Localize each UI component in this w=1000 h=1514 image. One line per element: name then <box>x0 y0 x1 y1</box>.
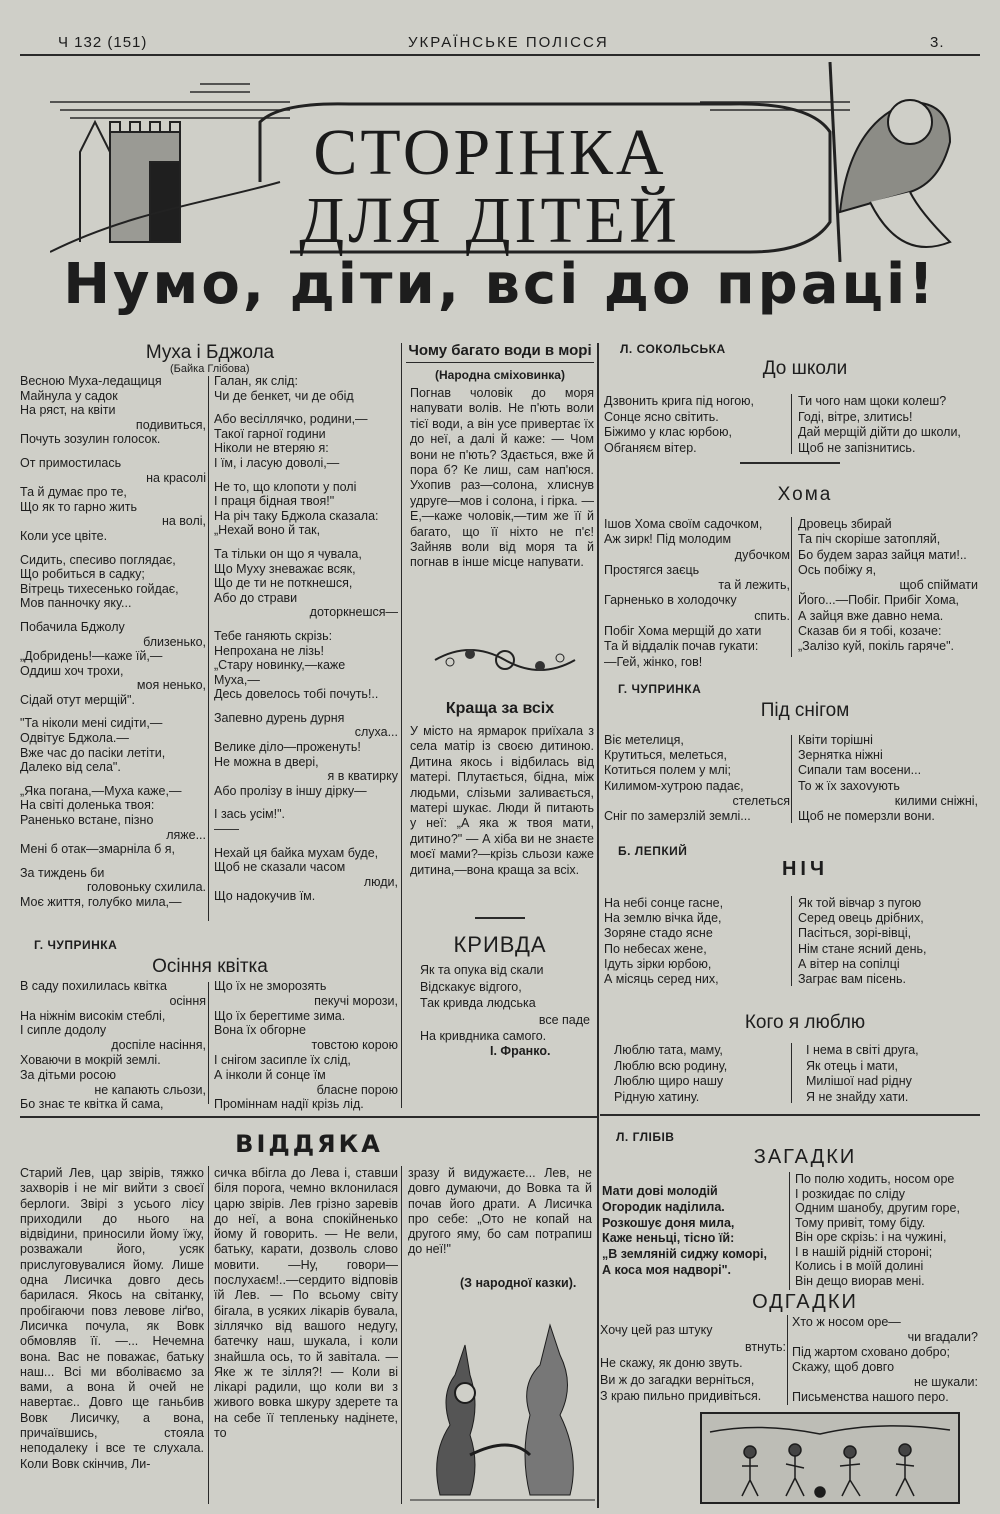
poem-line: Скажу, щоб довго <box>792 1360 895 1374</box>
zahadky-divider <box>789 1172 790 1290</box>
osinnia-author: Г. ЧУПРИНКА <box>34 938 118 952</box>
poem-line: килими сніжні, <box>894 793 978 808</box>
do-shkoly-author: Л. СОКОЛЬСЬКА <box>620 342 726 356</box>
poem-line: Сідай отут мерщій". <box>20 692 135 707</box>
poem-line: головоньку схилила. <box>86 880 206 895</box>
poem-line: ляже... <box>166 827 206 842</box>
poem-line: Вітрець тихесенько гойдає, <box>20 581 179 596</box>
poem-line: І праця бідная твоя!" <box>214 494 335 509</box>
stanza-gap <box>214 702 398 711</box>
poem-line: Як той вівчар з пугою <box>798 896 922 910</box>
poem-line: пекучі морози, <box>314 993 398 1008</box>
poem-line: На світі доленька твоя: <box>20 798 155 813</box>
stanza-gap <box>214 620 398 629</box>
chomu-text: Погнав чоловік до моря напувати волів. Не п'ють воли тієї води, а він усе привертає їх до неї, а далі й каже: — Чом вони не п'ють? Здається, вже й пора б? Ке лиш, сам нап'юся. Ухопив раз—солона, хлиснув удруге—мов і солона, і гірка. —Е,—каже чоловік,—тим же її й багато, що її ніхто не п'є! Зайняв воли від моря та й погнав в інше місце напувати. <box>410 386 594 570</box>
poem-line: Серед овець дрібних, <box>798 911 924 926</box>
poem-line: А зайця вже давно нема. <box>798 608 944 623</box>
poem-line: чи вгадали? <box>907 1330 978 1344</box>
stanza-gap <box>20 857 206 866</box>
poem-line: щоб спіймати <box>899 578 978 593</box>
mukha-divider <box>208 376 209 921</box>
poem-line: Зернятка ніжні <box>798 748 883 763</box>
poem-line: От примостилась <box>20 455 122 470</box>
section-rule <box>20 1116 598 1118</box>
poem-line: дубочком <box>734 547 790 562</box>
poem-line: „Нехай воно й так, <box>214 523 321 538</box>
poem-line: Не скажу, як доню звуть. <box>600 1356 743 1370</box>
poem-line: Люблю всю родину, <box>614 1058 728 1073</box>
poem-line: За тиждень би <box>20 865 105 880</box>
poem-line: Ви ж до загадки верніться, <box>600 1372 755 1387</box>
poem-line: Щоб не померзли вони. <box>798 809 935 824</box>
poem-line: І снігом засипле їх слід, <box>214 1052 351 1067</box>
kids-playing-illustration <box>700 1412 960 1504</box>
osinnia-left-column <box>20 979 206 1112</box>
do-shkoly-rule <box>740 462 840 464</box>
poem-line: Мати дові молодій <box>602 1184 718 1198</box>
poem-line: Запевно дурень дурня <box>214 710 345 725</box>
poem-line: на красолі <box>146 470 206 485</box>
headline: Нумо, діти, всі до праці! <box>63 252 937 317</box>
poem-line: Обганяєм вітер. <box>604 440 697 455</box>
poem-line: все паде <box>538 1012 590 1027</box>
viddiaka-source: (З народної казки). <box>460 1276 577 1290</box>
poem-line: Гарненько в холодочку <box>604 593 737 608</box>
poem-line: Дзвонить крига під ногою, <box>604 394 755 408</box>
poem-line: бласне порою <box>316 1082 398 1097</box>
poem-line: Сонце ясно світить. <box>604 409 719 424</box>
poem-line: А інколи й сонце їм <box>214 1067 326 1082</box>
mukha-subtitle: (Байка Глібова) <box>170 363 250 375</box>
osinnia-title: Осіння квітка <box>152 956 268 977</box>
stanza-gap <box>214 471 398 480</box>
poem-line: І в нашій рідній стороні; <box>795 1244 933 1259</box>
poem-line: Галан, як слід: <box>214 374 298 388</box>
odhadky-title: ОДГАДКИ <box>752 1291 858 1313</box>
zahadky-author: Л. ГЛІБІВ <box>616 1130 675 1144</box>
poem-line: подивиться, <box>135 417 206 432</box>
poem-line: Що робиться в садку; <box>20 567 145 582</box>
viddiaka-divider-1 <box>208 1166 209 1504</box>
pid-snigom-title: Під снігом <box>760 700 850 721</box>
mukha-title: Муха і Бджола <box>145 342 275 363</box>
short-rule <box>475 917 525 919</box>
poem-line: Дай мерщій дійти до школи, <box>798 425 961 439</box>
poem-line: Ніколи не втеряю я: <box>214 441 329 456</box>
header-rule <box>20 54 980 56</box>
newspaper-name: УКРАЇНСЬКЕ ПОЛІССЯ <box>408 34 609 51</box>
kraszcha-title: Краща за всіх <box>445 700 555 717</box>
chomu-title-rule <box>406 362 594 363</box>
poem-line: стелеться <box>732 793 790 808</box>
poem-line: Раненько встане, пізно <box>20 813 154 828</box>
koho-title: Кого я люблю <box>744 1012 866 1033</box>
column-rule-1 <box>401 343 402 1108</box>
stanza-gap <box>214 403 398 412</box>
poem-line: Відскакує відгого, <box>420 979 522 994</box>
poem-line: Сипали там восени... <box>798 763 922 778</box>
banner-illustration <box>50 62 960 262</box>
poem-line: —— <box>214 822 239 837</box>
do-shkoly-left <box>604 394 790 456</box>
poem-line: Квіти торішні <box>798 733 873 747</box>
poem-line: І нема в світі друга, <box>806 1043 919 1057</box>
poem-line: Муха,— <box>214 672 260 687</box>
poem-line: Простягся заєць <box>604 562 700 577</box>
poem-line: „Залізо куй, покіль гаряче". <box>798 639 954 654</box>
poem-line: І сипле додолу <box>20 1023 107 1038</box>
poem-line: Тому привіт, тому біду. <box>795 1215 926 1230</box>
poem-line: "Та ніколи мені сидіти,— <box>20 716 163 731</box>
poem-line: Бо знає те квітка й сама, <box>20 1097 164 1112</box>
poem-line: Аж зирк! Під молодим <box>604 532 732 547</box>
poem-line: Одвітує Бджола.— <box>20 731 129 746</box>
poem-line: втнуть: <box>745 1339 786 1354</box>
poem-line: Хочу цей раз штуку <box>600 1323 713 1337</box>
nich-author: Б. ЛЕПКИЙ <box>618 844 688 858</box>
poem-line: я в кватирку <box>327 769 398 784</box>
poem-line: „Яка погана,—Муха каже,— <box>20 783 182 798</box>
poem-line: спить. <box>754 608 790 623</box>
kryvda-signature: І. Франко. <box>490 1044 551 1058</box>
nich-right <box>798 896 978 987</box>
poem-line: Моє життя, голубко мила,— <box>20 895 182 909</box>
stanza-gap <box>214 837 398 846</box>
poem-line: „Добридень!—каже їй,— <box>20 649 163 664</box>
poem-line: „В земляній сиджу коморі, <box>602 1247 767 1262</box>
poem-line: та й лежить, <box>718 578 790 593</box>
banner-line1: СТОРІНКА <box>313 116 667 189</box>
poem-line: Я не знайду хати. <box>806 1089 909 1104</box>
viddiaka-divider-2 <box>401 1166 402 1504</box>
viddiaka-col1: Старий Лев, цар звірів, тяжко захворів і не міг вийти з своєї берлоги. Звірі з усього лісу приходили до нього на відвідини, приносили йому їжу, розважали його, усяк прислуговувалися йому. Лише одна Лисичка довго десь барилася. Якось на світанку, пробігаючи повз левове ліґво, Лисичка почула, як Вовк обмовляв її. —... Нечемна вона. Вас не поважає, батьку наш... Всі ми вболіваємо за вами, а вона й очей не навертає.. Довго ще ганьбив Вовк Лисичку, а вона, причаївшись, стояла неподалеку і все те слухала. Коли Вовк скінчив, Ли- <box>20 1166 204 1471</box>
odhadky-left <box>600 1322 786 1405</box>
poem-line: Такої гарної години <box>214 426 326 441</box>
khoma-right <box>798 517 978 655</box>
nich-left <box>604 896 790 987</box>
pid-snigom-author: Г. ЧУПРИНКА <box>618 682 702 696</box>
poem-line: Що де ти не поткнешся, <box>214 576 353 591</box>
khoma-left <box>604 517 790 670</box>
poem-line: Дровець збирай <box>798 517 892 531</box>
mukha-left-column <box>20 374 206 910</box>
poem-line: Що надокучив їм. <box>214 889 316 904</box>
poem-line: Одним шанобу, другим горе, <box>795 1201 960 1215</box>
poem-line: І розкидає по сліду <box>795 1186 906 1201</box>
poem-line: близенько, <box>143 634 206 649</box>
do-shkoly-title: До школи <box>762 358 848 379</box>
poem-line: Що Муху зневажає всяк, <box>214 561 356 576</box>
poem-line: Ось побіжу я, <box>798 562 877 577</box>
stanza-gap <box>20 707 206 716</box>
poem-line: Нім стане ясний день, <box>798 941 927 956</box>
poem-line: Та й віддалік почав гукати: <box>604 639 759 654</box>
poem-line: На ряст, на квіти <box>20 403 116 418</box>
poem-line: Побіг Хома мерщій до хати <box>604 624 762 639</box>
poem-line: І зась усім!". <box>214 807 285 822</box>
zahadky-right <box>795 1172 980 1288</box>
poem-line: З краю пильно придивіться. <box>600 1389 762 1403</box>
poem-line: В саду похилилась квітка <box>20 979 167 993</box>
poem-line: Милішої нad рідну <box>806 1074 912 1088</box>
poem-line: Крутиться, мелеться, <box>604 748 727 763</box>
poem-line: Не то, що клопоти у полі <box>214 479 357 494</box>
nich-title: НІЧ <box>781 858 829 880</box>
issue-number: Ч 132 (151) <box>58 34 148 51</box>
poem-line: На ніжнім високім стеблі, <box>20 1008 166 1023</box>
zahadky-left <box>602 1184 788 1279</box>
poem-line: А місяць серед них, <box>604 972 719 987</box>
poem-line: моя ненько, <box>136 678 206 693</box>
pid-snigom-divider <box>791 735 792 823</box>
poem-line: Зоряне стадо ясне <box>604 926 713 941</box>
poem-line: Він дещо виорав мені. <box>795 1273 925 1288</box>
poem-line: Сніг по замерзлій землі... <box>604 809 751 824</box>
viddiaka-col2: сичка вбігла до Лева і, ставши біля порога, чемно вклонилася царю звірів. Лев грізно заревів до неї, а вона спокійненько йому й говорить. — Не вели, батьку, карати, дозволь слово мовити. —Ну, говори—послухаєм!..—сердито відповів їй Лев. — По всьому світу бігала, в усяких лікарів бувала, зіллячко від вашого недугу, батечку наш, шукала, і коли знайшла ось, то й завітала. — Яке ж те зілля?! — Коли ві лікарі радили, що коли ви з живого вовка шкуру здерете та на себе її тепленьку надінете, то <box>214 1166 398 1441</box>
poem-line: Десь довелось тобі почуть!.. <box>214 687 379 702</box>
poem-line: По небесах жене, <box>604 941 707 956</box>
koho-divider <box>791 1043 792 1103</box>
do-shkoly-right <box>798 394 978 456</box>
floral-ornament <box>430 640 580 680</box>
odhadky-divider <box>787 1315 788 1405</box>
pid-snigom-right <box>798 733 978 824</box>
mukha-right-column <box>214 374 398 904</box>
poem-line: Та тільки он що я чувала, <box>214 546 362 561</box>
poem-line: люди, <box>363 874 398 889</box>
poem-line: Годі, вітре, злитись! <box>798 409 913 424</box>
poem-line: Або пролізу в іншу дірку— <box>214 783 367 798</box>
poem-line: доспіле насіння, <box>111 1038 206 1053</box>
poem-line: Як отець і мати, <box>806 1058 899 1073</box>
poem-line: На кривдника самого. <box>420 1029 547 1043</box>
kryvda-poem <box>420 962 590 1045</box>
viddiaka-col3: зразу й видужаєте... Лев, не довго думаючи, до Вовка та й почав його драти. А Лисичка про себе: „Ото не копай на другого яму, бо сам потрапиш до неї!" <box>408 1166 592 1257</box>
banner-line2: ДЛЯ ДІТЕЙ <box>299 184 681 257</box>
stanza-gap <box>20 447 206 456</box>
poem-line: На річ таку Бджола сказала: <box>214 508 379 523</box>
poem-line: Під жартом сховано добро; <box>792 1345 950 1359</box>
poem-line: Нехай ця байка мухам буде, <box>214 845 379 860</box>
poem-line: Мені б отак—змарніла б я, <box>20 842 175 857</box>
zahadky-title: ЗАГАДКИ <box>753 1146 857 1168</box>
poem-line: Рідную хатину. <box>614 1089 700 1104</box>
poem-line: Оддиш хоч трохи, <box>20 663 124 678</box>
poem-line: Весною Муха-ледащиця <box>20 374 162 388</box>
poem-line: Що як то гарно жить <box>20 499 137 514</box>
poem-line: Пасіться, зорі-вівці, <box>798 926 912 941</box>
poem-line: Щоб не сказали часом <box>214 860 346 875</box>
kraszcha-text: У місто на ярмарок приїхала з села матір із своєю дитиною. Дитина якось і відбилась від матері. Плутається, бідна, між людьми, слізьми заливається, матері шукає. Люди й питають у неї: „А яка ж твоя мати, дитино?" — А хіба ви не знаєте моєї мами?—крізь сльози каже дитина,—вона краща за всіх. <box>410 724 594 877</box>
fox-wolf-illustration <box>410 1305 595 1505</box>
poem-line: На землю вічка йде, <box>604 911 722 926</box>
poem-line: Письменства нашого перо. <box>792 1390 949 1404</box>
nich-divider <box>791 896 792 986</box>
poem-line: Що їх не зморозять <box>214 979 327 993</box>
osinnia-divider <box>208 982 209 1104</box>
page-number: 3. <box>930 34 945 51</box>
stanza-gap <box>214 538 398 547</box>
poem-line: Вона їх обгорне <box>214 1023 306 1038</box>
koho-right <box>806 1043 978 1105</box>
poem-line: Каже неньці, тісно їй: <box>602 1231 735 1246</box>
poem-line: слуха... <box>354 725 398 740</box>
poem-line: Біжимо у клас юрбою, <box>604 425 732 439</box>
poem-line: Щоб не запізнитись. <box>798 440 916 455</box>
poem-line: Ідуть зірки юрбою, <box>604 956 712 971</box>
stanza-gap <box>20 544 206 553</box>
poem-line: Побачила Бджолу <box>20 619 125 634</box>
koho-rule <box>600 1114 980 1116</box>
poem-line: Та й думає про те, <box>20 485 127 500</box>
poem-line: І їм, і ласую доволі,— <box>214 455 340 470</box>
khoma-divider <box>791 517 792 657</box>
poem-line: На небі сонце гасне, <box>604 896 724 910</box>
viddiaka-title: ВІДДЯКА <box>235 1130 383 1158</box>
poem-line: Заграє вам пісень. <box>798 972 906 987</box>
khoma-title: Хома <box>777 484 833 505</box>
kryvda-title: КРИВДА <box>453 932 547 957</box>
poem-line: По полю ходить, носом оре <box>795 1172 955 1186</box>
poem-line: Майнула у садок <box>20 388 118 403</box>
chomu-title: Чому багато води в морі <box>408 342 592 359</box>
poem-line: Розкошує доня мила, <box>602 1215 735 1230</box>
poem-line: Огородик наділила. <box>602 1199 725 1214</box>
poem-line: на волі, <box>161 514 206 529</box>
poem-line: За дітьми росою <box>20 1067 116 1082</box>
poem-line: Велике діло—проженуть! <box>214 740 361 755</box>
poem-line: Далеко від села". <box>20 760 121 775</box>
poem-line: Мов панночку яку... <box>20 596 132 611</box>
poem-line: Непрохана не лізь! <box>214 643 325 658</box>
poem-line: Що їх берегтиме зима. <box>214 1008 346 1023</box>
poem-line: Хто ж носом оре— <box>792 1315 901 1329</box>
poem-line: Як та опука від скали <box>420 963 544 977</box>
osinnia-right-column <box>214 979 398 1112</box>
stanza-gap <box>214 798 398 807</box>
chomu-subtitle: (Народна сміховинка) <box>435 368 565 382</box>
poem-line: Сказав би я тобі, козаче: <box>798 624 942 639</box>
poem-line: товстою корою <box>311 1038 398 1053</box>
do-shkoly-divider <box>791 394 792 454</box>
poem-line: доторкнешся— <box>309 605 398 620</box>
column-rule-2 <box>597 343 599 1508</box>
poem-line: Люблю тата, маму, <box>614 1043 723 1057</box>
poem-line: То ж їх захovують <box>798 778 900 793</box>
pid-snigom-left <box>604 733 790 824</box>
poem-line: Люблю щиро нашу <box>614 1074 724 1088</box>
poem-line: „Стару новинку,—каже <box>214 658 346 673</box>
poem-line: Бо будем зараз зайця мати!.. <box>798 547 967 562</box>
poem-line: Або весіллячко, родини,— <box>214 412 368 427</box>
poem-line: Коли усе цвіте. <box>20 528 108 543</box>
poem-line: не шукали: <box>913 1375 978 1389</box>
stanza-gap <box>20 775 206 784</box>
poem-line: Та піч скоріше затопляй, <box>798 532 941 547</box>
poem-line: —Гей, жінко, гов! <box>604 654 703 669</box>
poem-line: Віє метелиця, <box>604 733 684 747</box>
poem-line: Його...—Побіг. Прибіг Хома, <box>798 593 959 608</box>
poem-line: Ішов Хома своїм садочком, <box>604 517 763 531</box>
poem-line: Так кривда людська <box>420 996 536 1010</box>
poem-line: Чи де бенкет, чи де обід <box>214 388 354 403</box>
poem-line: Сидить, спесиво поглядає, <box>20 552 176 567</box>
poem-line: Колись і в моїй долині <box>795 1259 924 1273</box>
poem-line: Почуть зозулин голосок. <box>20 432 161 447</box>
poem-line: Котиться полем у млі; <box>604 763 732 778</box>
poem-line: Ти чого нам щоки колеш? <box>798 394 947 408</box>
odhadky-right <box>792 1315 978 1405</box>
poem-line: не капають сльози, <box>94 1082 206 1097</box>
poem-line: А коса моя надворі". <box>602 1262 732 1277</box>
koho-left <box>614 1043 790 1105</box>
poem-line: Тебе ганяють скрізь: <box>214 628 333 643</box>
poem-line: Ховаючи в мокрій землі. <box>20 1052 161 1067</box>
poem-line: Проміннам надії крізь лід. <box>214 1097 364 1112</box>
stanza-gap <box>20 611 206 620</box>
poem-line: Килимом-хутрою падає, <box>604 778 744 793</box>
poem-line: Вже час до пасіки летіти, <box>20 745 166 760</box>
poem-line: Або до страви <box>214 590 298 605</box>
poem-line: осіння <box>169 993 206 1008</box>
poem-line: Не можна в двері, <box>214 754 319 769</box>
poem-line: А вітер на сопілці <box>798 956 900 971</box>
poem-line: Він оре скрізь: і на чужині, <box>795 1230 947 1244</box>
